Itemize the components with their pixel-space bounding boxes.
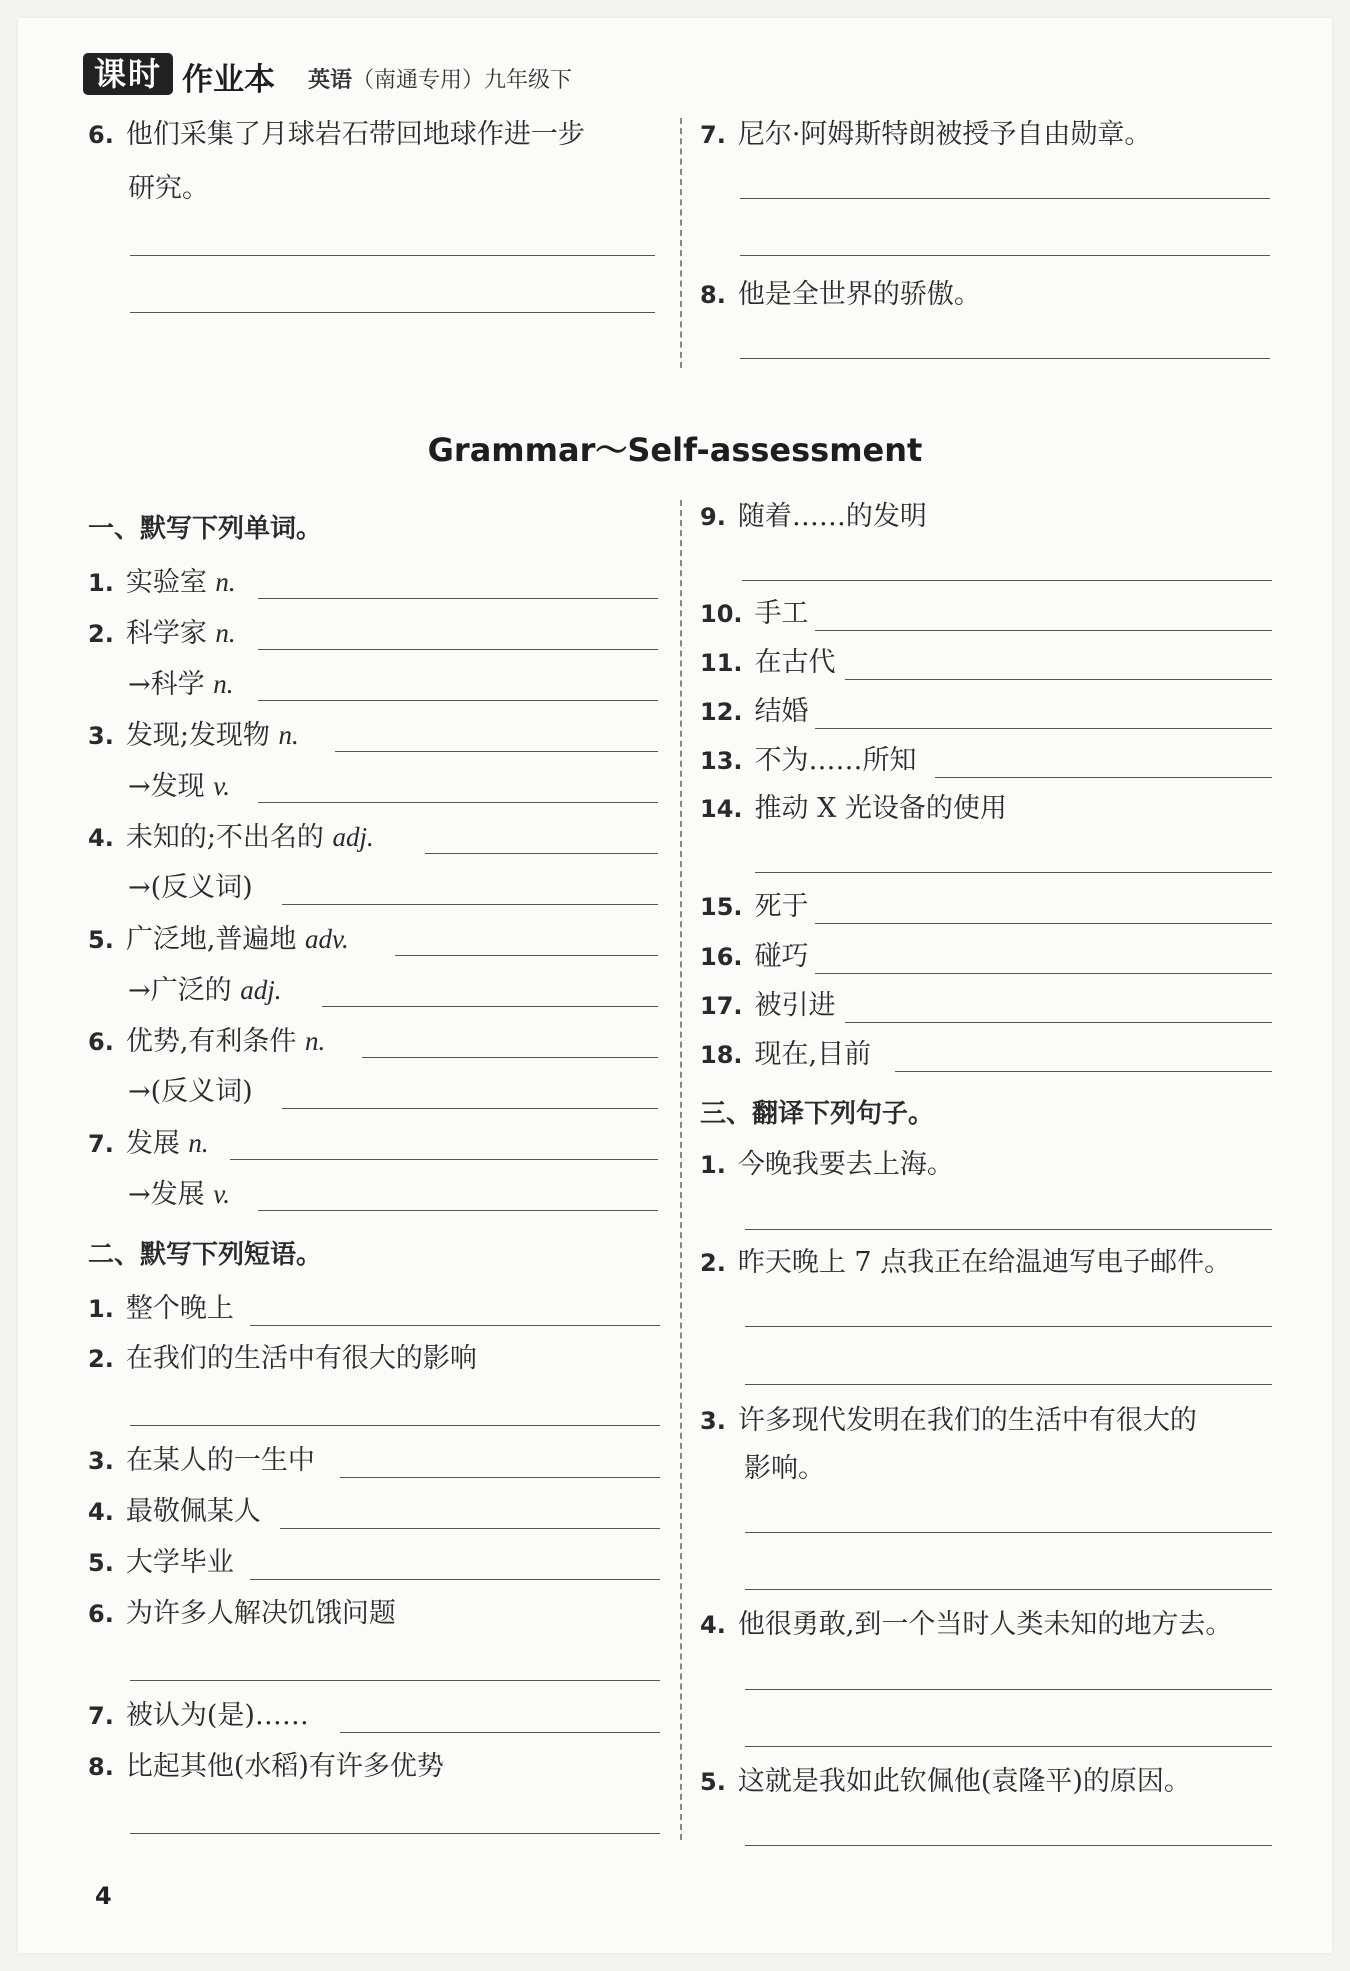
top-item-6 xyxy=(88,118,585,152)
phrase-item xyxy=(700,792,1007,826)
item-number: 17. xyxy=(700,992,743,1020)
phrase-item xyxy=(88,1444,315,1478)
answer-line[interactable] xyxy=(935,777,1272,778)
answer-line[interactable] xyxy=(895,1071,1272,1072)
item-number: 6. xyxy=(88,121,114,149)
phrase-item xyxy=(88,1750,444,1784)
item-text: 推动 X 光设备的使用 xyxy=(754,793,1007,824)
sentence-item xyxy=(700,1246,1231,1280)
item-number: 2. xyxy=(88,1345,114,1373)
item-text: 他很勇敢,到一个当时人类未知的地方去。 xyxy=(737,1609,1233,1640)
item-number: 5. xyxy=(88,1549,114,1577)
item-text: 比起其他(水稻)有许多优势 xyxy=(125,1751,444,1782)
answer-line[interactable] xyxy=(340,1477,660,1478)
part-of-speech: n. xyxy=(188,1128,209,1158)
item-number: 8. xyxy=(700,281,726,309)
word-derivative xyxy=(128,871,253,905)
sentence-item xyxy=(700,1148,954,1182)
item-text: 在我们的生活中有很大的影响 xyxy=(125,1343,477,1374)
part-of-speech: adv. xyxy=(305,924,349,954)
answer-line[interactable] xyxy=(258,598,658,599)
item-number: 6. xyxy=(88,1600,114,1628)
item-text: 他是全世界的骄傲。 xyxy=(737,279,981,310)
sentence-item xyxy=(700,1765,1191,1799)
item-text: 优势,有利条件 xyxy=(125,1026,297,1057)
phrase-item xyxy=(88,1546,234,1580)
item-text: 昨天晚上 7 点我正在给温迪写电子邮件。 xyxy=(737,1247,1232,1278)
item-text: 大学毕业 xyxy=(125,1547,234,1578)
item-number: 15. xyxy=(700,893,743,921)
item-number: 13. xyxy=(700,747,743,775)
answer-line[interactable] xyxy=(322,1006,658,1007)
phrase-item xyxy=(700,500,927,534)
phrase-item xyxy=(700,744,917,778)
answer-line[interactable] xyxy=(745,1845,1272,1846)
answer-line[interactable] xyxy=(815,728,1272,729)
item-text: →科学 xyxy=(128,669,205,700)
header-grade: 九年级下 xyxy=(484,68,573,93)
part-of-speech: n. xyxy=(213,669,234,699)
answer-line[interactable] xyxy=(745,1589,1272,1590)
answer-line[interactable] xyxy=(745,1689,1272,1690)
word-item xyxy=(88,1024,325,1059)
answer-line[interactable] xyxy=(845,679,1272,680)
item-text: 结婚 xyxy=(754,696,809,727)
word-item xyxy=(88,820,374,855)
word-derivative xyxy=(128,769,230,804)
item-number: 4. xyxy=(88,1498,114,1526)
phrase-item xyxy=(700,1038,871,1072)
item-number: 18. xyxy=(700,1041,743,1069)
item-text: 发展 xyxy=(125,1128,180,1159)
section-title: Grammar～Self-assessment xyxy=(427,431,923,469)
word-derivative xyxy=(128,973,281,1008)
item-text: 被认为(是)…… xyxy=(125,1700,309,1731)
item-number: 7. xyxy=(700,121,726,149)
answer-line[interactable] xyxy=(740,255,1270,256)
answer-line[interactable] xyxy=(395,955,658,956)
phrase-item xyxy=(700,597,809,631)
item-number: 7. xyxy=(88,1702,114,1730)
part3-heading: 三、翻译下列句子。 xyxy=(700,1099,935,1129)
item-text: →(反义词) xyxy=(128,1076,253,1107)
item-text: 科学家 xyxy=(125,618,207,649)
phrase-item xyxy=(700,989,836,1023)
item-number: 4. xyxy=(700,1611,726,1639)
item-text: 最敬佩某人 xyxy=(125,1496,261,1527)
item-number: 6. xyxy=(88,1028,114,1056)
item-text: 广泛地,普遍地 xyxy=(125,924,297,955)
main-column-divider xyxy=(680,500,682,1840)
part-of-speech: v. xyxy=(213,1179,230,1209)
part-of-speech: n. xyxy=(278,720,299,750)
header-paren: （南通专用） xyxy=(352,68,485,93)
item-number: 8. xyxy=(88,1753,114,1781)
answer-line[interactable] xyxy=(815,923,1272,924)
word-derivative xyxy=(128,667,233,702)
answer-line[interactable] xyxy=(258,700,658,701)
item-number: 10. xyxy=(700,600,743,628)
sentence-item xyxy=(700,1404,1197,1438)
answer-line[interactable] xyxy=(845,1022,1272,1023)
answer-line[interactable] xyxy=(740,358,1270,359)
item-text: 现在,目前 xyxy=(754,1039,872,1070)
item-text: →发现 xyxy=(128,771,205,802)
item-text: 不为……所知 xyxy=(754,745,917,776)
phrase-item xyxy=(700,940,809,974)
header-subject-line xyxy=(308,63,572,94)
answer-line[interactable] xyxy=(745,1326,1272,1327)
sentence-item xyxy=(700,1608,1232,1642)
part-of-speech: v. xyxy=(213,771,230,801)
word-item xyxy=(88,718,299,753)
item-number: 2. xyxy=(88,620,114,648)
word-item xyxy=(88,616,236,651)
answer-line[interactable] xyxy=(745,1746,1272,1747)
item-number: 2. xyxy=(700,1249,726,1277)
item-number: 16. xyxy=(700,943,743,971)
answer-line[interactable] xyxy=(335,751,658,752)
item-text: 被引进 xyxy=(754,990,836,1021)
item-number: 1. xyxy=(88,569,114,597)
answer-line[interactable] xyxy=(280,1528,660,1529)
phrase-item xyxy=(88,1597,396,1631)
item-text: 死于 xyxy=(754,891,809,922)
word-item xyxy=(88,922,349,957)
word-derivative xyxy=(128,1075,253,1109)
item-text: 随着……的发明 xyxy=(737,501,927,532)
sentence-item-cont: 影响。 xyxy=(744,1453,825,1484)
answer-line[interactable] xyxy=(745,1384,1272,1385)
part-of-speech: adj. xyxy=(240,975,282,1005)
item-text: 碰巧 xyxy=(754,941,809,972)
answer-line[interactable] xyxy=(745,1532,1272,1533)
item-number: 9. xyxy=(700,503,726,531)
item-text: 在古代 xyxy=(754,647,836,678)
part-of-speech: n. xyxy=(215,567,236,597)
item-number: 5. xyxy=(700,1768,726,1796)
top-item-6-cont: 研究。 xyxy=(128,173,209,204)
item-text: 在某人的一生中 xyxy=(125,1445,315,1476)
answer-line[interactable] xyxy=(250,1579,660,1580)
answer-line[interactable] xyxy=(745,1229,1272,1230)
answer-line[interactable] xyxy=(258,1210,658,1211)
item-number: 3. xyxy=(88,1447,114,1475)
item-text-line1: 他们采集了月球岩石带回地球作进一步 xyxy=(125,119,585,150)
item-number: 3. xyxy=(88,722,114,750)
item-text: →广泛的 xyxy=(128,975,232,1006)
item-number: 1. xyxy=(88,1295,114,1323)
item-number: 4. xyxy=(88,824,114,852)
answer-line[interactable] xyxy=(362,1057,658,1058)
answer-line[interactable] xyxy=(130,1680,660,1681)
answer-line[interactable] xyxy=(130,255,655,256)
item-text: 未知的;不出名的 xyxy=(125,822,324,853)
part-of-speech: n. xyxy=(215,618,236,648)
answer-line[interactable] xyxy=(755,872,1272,873)
item-text: →发展 xyxy=(128,1179,205,1210)
item-number: 11. xyxy=(700,649,743,677)
phrase-item xyxy=(88,1699,309,1733)
answer-line[interactable] xyxy=(340,1732,660,1733)
answer-line[interactable] xyxy=(282,904,658,905)
item-text: 为许多人解决饥饿问题 xyxy=(125,1598,396,1629)
item-text: 许多现代发明在我们的生活中有很大的 xyxy=(737,1405,1197,1436)
item-number: 12. xyxy=(700,698,743,726)
answer-line[interactable] xyxy=(740,198,1270,199)
word-derivative xyxy=(128,1177,230,1212)
item-text: 整个晚上 xyxy=(125,1293,234,1324)
answer-line[interactable] xyxy=(130,312,655,313)
answer-line[interactable] xyxy=(258,649,658,650)
top-item-7 xyxy=(700,118,1151,152)
header-subject: 英语 xyxy=(308,68,353,93)
item-text: 实验室 xyxy=(125,567,207,598)
header-logo xyxy=(83,53,173,95)
item-text: 尼尔·阿姆斯特朗被授予自由勋章。 xyxy=(737,119,1152,150)
logo-text: 课时 xyxy=(93,55,162,93)
part1-heading: 一、默写下列单词。 xyxy=(88,514,323,544)
word-item xyxy=(88,1126,209,1161)
page-number: 4 xyxy=(95,1882,112,1910)
phrase-item xyxy=(88,1292,234,1326)
item-text: 今晚我要去上海。 xyxy=(737,1149,954,1180)
answer-line[interactable] xyxy=(130,1833,660,1834)
word-item xyxy=(88,565,236,600)
answer-line[interactable] xyxy=(742,580,1272,581)
answer-line[interactable] xyxy=(130,1425,660,1426)
part2-heading: 二、默写下列短语。 xyxy=(88,1240,323,1270)
top-column-divider xyxy=(680,118,682,368)
answer-line[interactable] xyxy=(282,1108,658,1109)
part-of-speech: n. xyxy=(305,1026,326,1056)
header-brand: 作业本 xyxy=(182,62,275,98)
phrase-item xyxy=(700,890,809,924)
item-number: 3. xyxy=(700,1407,726,1435)
answer-line[interactable] xyxy=(250,1325,660,1326)
item-text: 手工 xyxy=(754,598,809,629)
answer-line[interactable] xyxy=(230,1159,658,1160)
item-number: 7. xyxy=(88,1130,114,1158)
phrase-item xyxy=(700,695,809,729)
item-number: 5. xyxy=(88,926,114,954)
item-text: →(反义词) xyxy=(128,872,253,903)
answer-line[interactable] xyxy=(425,853,658,854)
item-number: 1. xyxy=(700,1151,726,1179)
answer-line[interactable] xyxy=(815,973,1272,974)
part-of-speech: adj. xyxy=(332,822,374,852)
item-text: 这就是我如此钦佩他(袁隆平)的原因。 xyxy=(737,1766,1191,1797)
answer-line[interactable] xyxy=(815,630,1272,631)
answer-line[interactable] xyxy=(258,802,658,803)
phrase-item xyxy=(700,646,836,680)
phrase-item xyxy=(88,1342,477,1376)
item-number: 14. xyxy=(700,795,743,823)
top-item-8 xyxy=(700,278,981,312)
item-text: 发现;发现物 xyxy=(125,720,270,751)
phrase-item xyxy=(88,1495,261,1529)
